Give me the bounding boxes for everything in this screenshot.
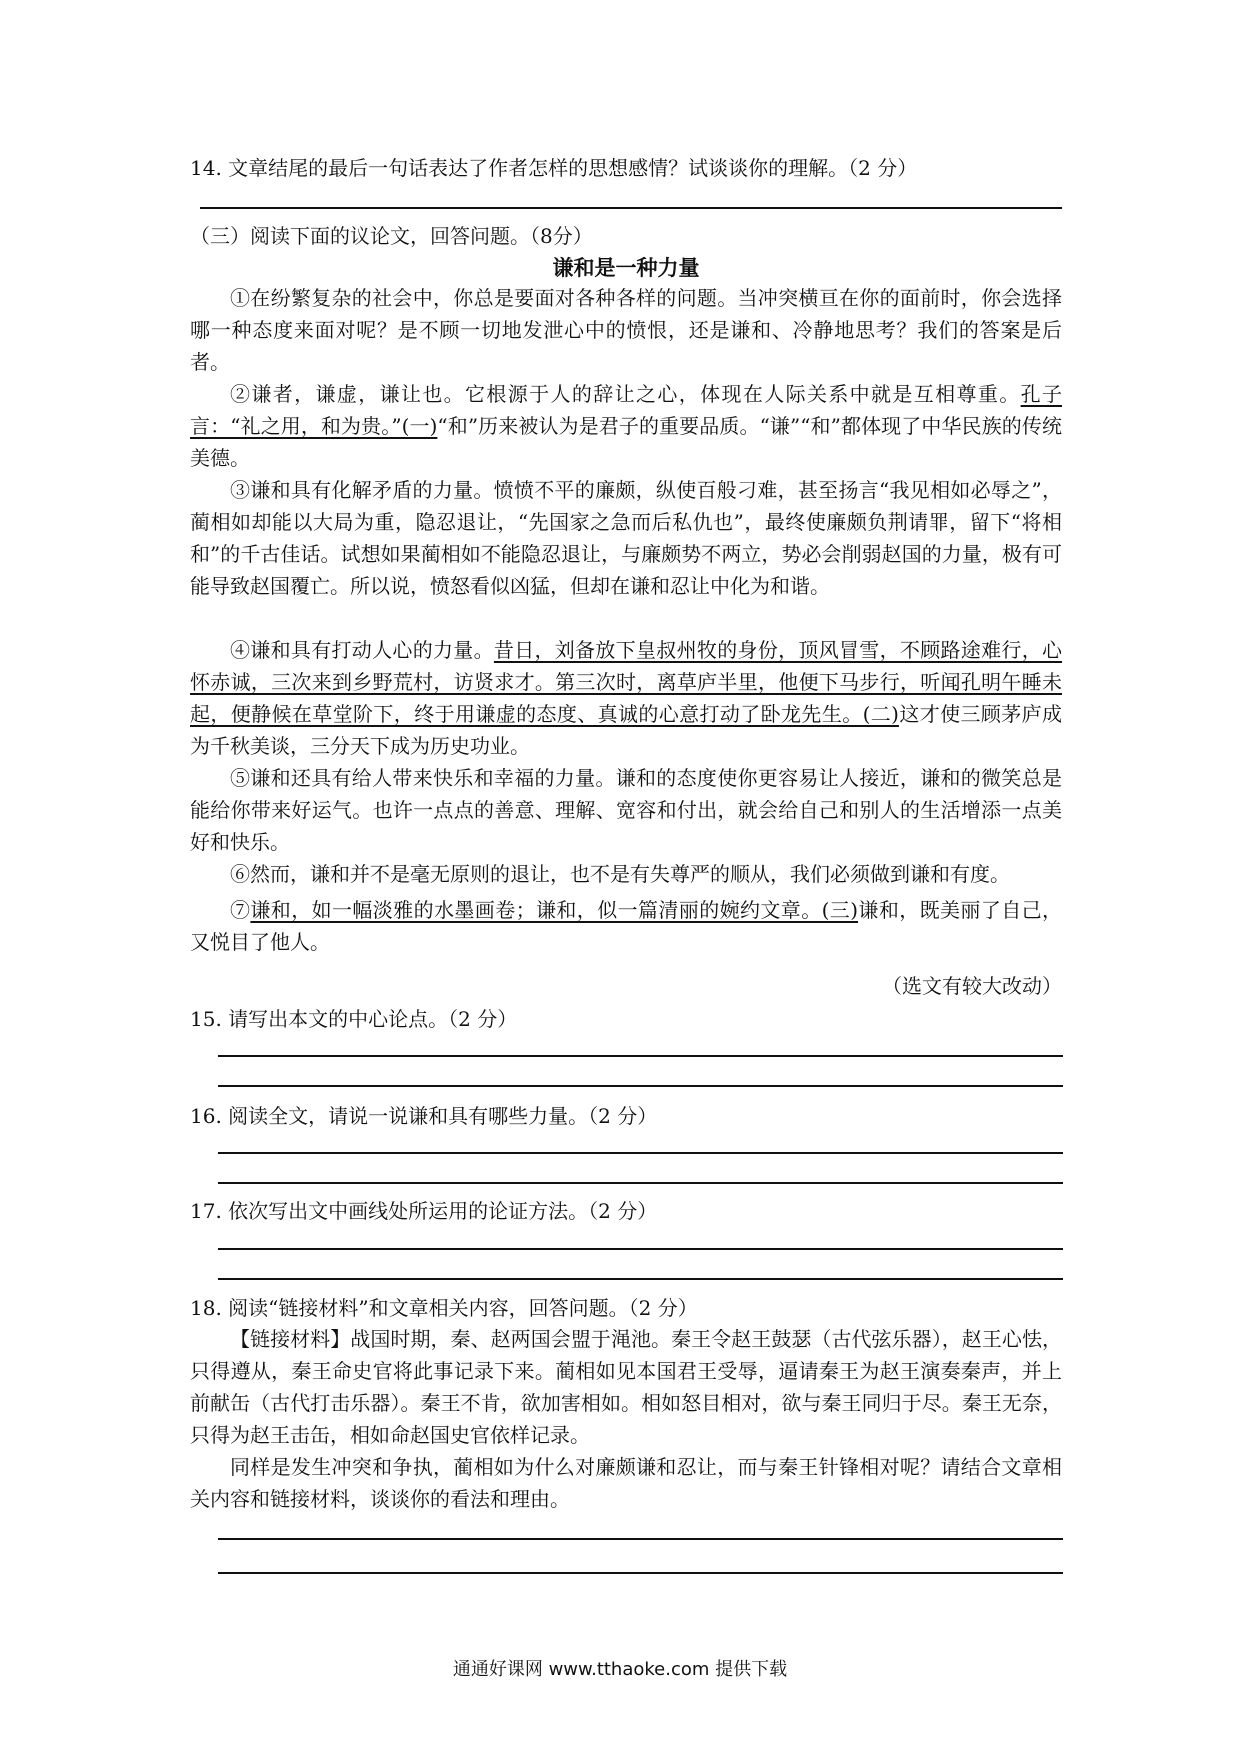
answer-line <box>218 1572 1063 1574</box>
answer-line <box>218 1152 1063 1154</box>
question-18-prompt: 同样是发生冲突和争执，蔺相如为什么对廉颇谦和忍让，而与秦王针锋相对呢？请结合文章相关内容和链接材料，谈谈你的看法和理由。 <box>190 1455 1062 1511</box>
question-18: 18. 阅读“链接材料”和文章相关内容，回答问题。（2 分） <box>190 1296 698 1320</box>
article-title: 谦和是一种力量 <box>552 256 700 280</box>
answer-line <box>218 1182 1063 1184</box>
underlined-passage-3: 谦和，如一幅淡雅的水墨画卷；谦和，似一篇清丽的婉约文章。(三) <box>250 898 859 922</box>
question-17: 17. 依次写出文中画线处所运用的论证方法。（2 分） <box>190 1199 658 1223</box>
answer-line <box>218 1085 1063 1087</box>
underlined-passage-1: 孔子言：“礼之用，和为贵。”(一) <box>190 382 1063 438</box>
answer-line <box>218 1538 1063 1540</box>
link-material: 【链接材料】战国时期，秦、赵两国会盟于渑池。秦王令赵王鼓瑟（古代弦乐器），赵王心怯，只得遵从，秦王命史官将此事记录下来。蔺相如见本国君王受辱，逼请秦王为赵王演奏秦声，并上前献缶（古代打击乐器）。秦王不肯，欲加害相如。相如怒目相对，欲与秦王同归于尽。秦王无奈，只得为赵王击缶，相如命赵国史官依样记录。 <box>190 1327 1062 1447</box>
footer-credit: 通通好课网 www.tthaoke.com 提供下载 <box>452 1659 788 1680</box>
paragraph-2 <box>190 378 1062 474</box>
paragraph-2-text-b: “和”历来被认为是君子的重要品质。“谦”“和”都体现了中华民族的传统美德。 <box>190 414 1062 470</box>
paragraph-1: ①在纷繁复杂的社会中，你总是要面对各种各样的问题。当冲突横亘在你的面前时，你会选择哪一种态度来面对呢？是不顾一切地发泄心中的愤恨，还是谦和、冷静地思考？我们的答案是后者。 <box>190 286 1062 374</box>
paragraph-7 <box>190 894 1062 958</box>
source-note: （选文有较大改动） <box>882 974 1062 998</box>
underlined-passage-2: 昔日，刘备放下皇叔州牧的身份，顶风冒雪，不顾路途难行，心怀赤诚，三次来到乡野荒村，访贤求才。第三次时，离草庐半里，他便下马步行，听闻孔明午睡未起，便静候在草堂阶下，终于用谦虚的态度、真诚的心意打动了卧龙先生。(二) <box>190 638 1063 726</box>
paragraph-3: ③谦和具有化解矛盾的力量。愤愤不平的廉颇，纵使百般刁难，甚至扬言“我见相如必辱之”，蔺相如却能以大局为重，隐忍退让，“先国家之急而后私仇也”，最终使廉颇负荆请罪，留下“将相和”的千古佳话。试想如果蔺相如不能隐忍退让，与廉颇势不两立，势必会削弱赵国的力量，极有可能导致赵国覆亡。所以说，愤怒看似凶猛，但却在谦和忍让中化为和谐。 <box>190 478 1062 598</box>
paragraph-4-text-a: ④谦和具有打动人心的力量。 <box>230 638 494 662</box>
answer-line <box>200 207 1062 209</box>
paragraph-2-text-a: ②谦者，谦虚，谦让也。它根源于人的辞让之心，体现在人际关系中就是互相尊重。 <box>230 382 1021 406</box>
paragraph-7-text-b: 谦和，既美丽了自己，又悦目了他人。 <box>190 898 1063 954</box>
paragraph-4 <box>190 634 1062 762</box>
paragraph-7-text-a: ⑦ <box>230 898 251 922</box>
answer-line <box>218 1248 1063 1250</box>
question-16: 16. 阅读全文，请说一说谦和具有哪些力量。（2 分） <box>190 1104 658 1128</box>
answer-line <box>218 1278 1063 1280</box>
paragraph-5: ⑤谦和还具有给人带来快乐和幸福的力量。谦和的态度使你更容易让人接近，谦和的微笑总是能给你带来好运气。也许一点点的善意、理解、宽容和付出，就会给自己和别人的生活增添一点美好和快乐。 <box>190 766 1062 854</box>
answer-line <box>218 1055 1063 1057</box>
question-15: 15. 请写出本文的中心论点。（2 分） <box>190 1007 518 1031</box>
paragraph-4-text-b: 这才使三顾茅庐成为千秋美谈，三分天下成为历史功业。 <box>190 702 1063 758</box>
paragraph-6: ⑥然而，谦和并不是毫无原则的退让，也不是有失尊严的顺从，我们必须做到谦和有度。 <box>230 862 1010 886</box>
question-14: 14. 文章结尾的最后一句话表达了作者怎样的思想感情？试谈谈你的理解。（2 分） <box>190 156 918 180</box>
section-3-heading: （三）阅读下面的议论文，回答问题。（8分） <box>190 224 593 248</box>
